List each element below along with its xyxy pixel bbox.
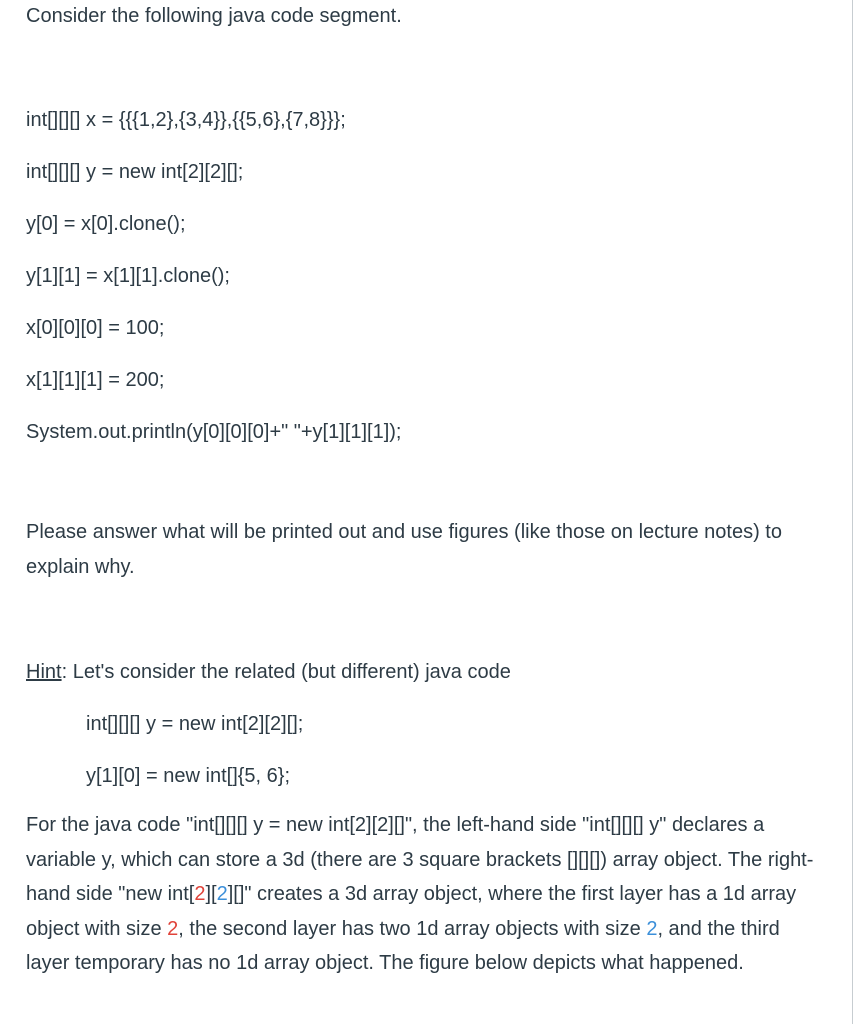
hint-line (26, 660, 511, 684)
explanation-part-1: For the java code "int[][][] y = new int[2][2][]", the left-hand side "int[][][] y" declares a variable y, which can store a 3d (there are 3 square brackets [][][]) array object. The right-hand side "new int[ (26, 814, 814, 905)
explanation-part-5: , and the third layer temporary has no 1d array object. The figure below depicts what happened. (26, 917, 780, 974)
code-line-3: y[0] = x[0].clone(); (26, 213, 186, 235)
explanation-paragraph (26, 808, 826, 981)
question-text: Please answer what will be printed out and use figures (like those on lecture notes) to explain why. (26, 521, 782, 578)
explanation-part-2: ][ (205, 883, 217, 905)
size-number-red-2: 2 (167, 917, 179, 940)
hint-text: : Let's consider the related (but different) java code (61, 661, 511, 683)
intro-text: Consider the following java code segment. (26, 5, 402, 27)
code-line-1: int[][][] x = {{{1,2},{3,4}},{{5,6},{7,8}}}; (26, 109, 346, 131)
hint-code-line-1: int[][][] y = new int[2][2][]; (86, 713, 304, 735)
explanation-part-4: , the second layer has two 1d array objects with size (178, 917, 647, 940)
size-number-red-1: 2 (194, 883, 206, 905)
code-line-5: x[0][0][0] = 100; (26, 317, 165, 339)
hint-label: Hint (26, 661, 62, 683)
hint-code-line-2: y[1][0] = new int[]{5, 6}; (86, 765, 291, 787)
code-line-7: System.out.println(y[0][0][0]+" "+y[1][1][1]); (26, 421, 402, 443)
code-line-4: y[1][1] = x[1][1].clone(); (26, 265, 230, 287)
size-number-blue-2: 2 (646, 917, 658, 940)
code-line-2: int[][][] y = new int[2][2][]; (26, 161, 244, 183)
code-line-6: x[1][1][1] = 200; (26, 369, 165, 391)
explanation-part-3: ][]" creates a 3d array object, where the first layer has a 1d array object with size (26, 883, 797, 940)
size-number-blue-1: 2 (216, 883, 228, 905)
